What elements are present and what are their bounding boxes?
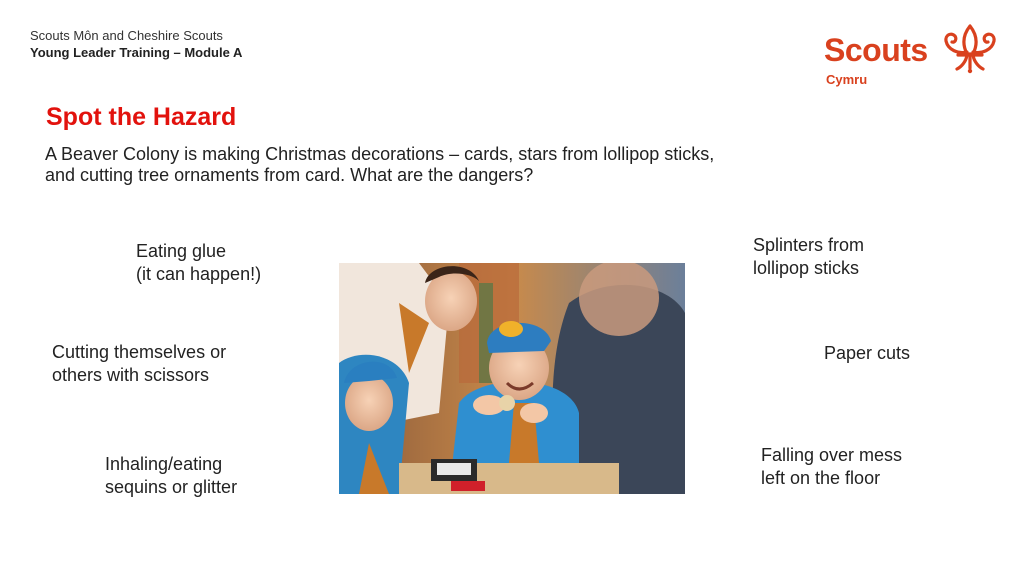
hazard-line: Splinters from xyxy=(753,235,865,255)
logo-subtitle: Cymru xyxy=(826,72,868,87)
hazard-eating-glue xyxy=(136,240,261,286)
hazard-line: lollipop sticks xyxy=(753,258,860,278)
hazard-line: Falling over mess xyxy=(761,445,903,465)
hazard-line: left on the floor xyxy=(761,468,881,488)
hazard-line: others with scissors xyxy=(52,365,210,385)
hazard-line: Inhaling/eating xyxy=(105,454,223,474)
beavers-crafting-photo xyxy=(339,263,685,494)
intro-text: A Beaver Colony is making Christmas decorations – cards, stars from lollipop sticks, and cutting tree ornaments from card. What are the dangers? xyxy=(45,144,715,185)
hazard-splinters xyxy=(753,234,864,280)
hazard-line: Eating glue xyxy=(136,241,227,261)
hazard-scissors xyxy=(52,341,226,387)
hazard-line: Paper cuts xyxy=(824,343,911,363)
hazard-line: Cutting themselves or xyxy=(52,342,227,362)
photo-illustration xyxy=(339,263,685,494)
hazard-line: sequins or glitter xyxy=(105,477,238,497)
hazard-floor-mess xyxy=(761,444,902,490)
module-title: Young Leader Training – Module A xyxy=(30,45,243,60)
slide-title: Spot the Hazard xyxy=(46,103,237,131)
fleur-de-lis-icon xyxy=(942,24,998,76)
hazard-paper-cuts xyxy=(824,342,910,365)
logo-wordmark: Scouts xyxy=(824,32,928,68)
organisation-name: Scouts Môn and Cheshire Scouts xyxy=(30,28,223,43)
hazard-sequins xyxy=(105,453,237,499)
hazard-line: (it can happen!) xyxy=(136,264,262,284)
scouts-cymru-logo xyxy=(824,24,1004,90)
